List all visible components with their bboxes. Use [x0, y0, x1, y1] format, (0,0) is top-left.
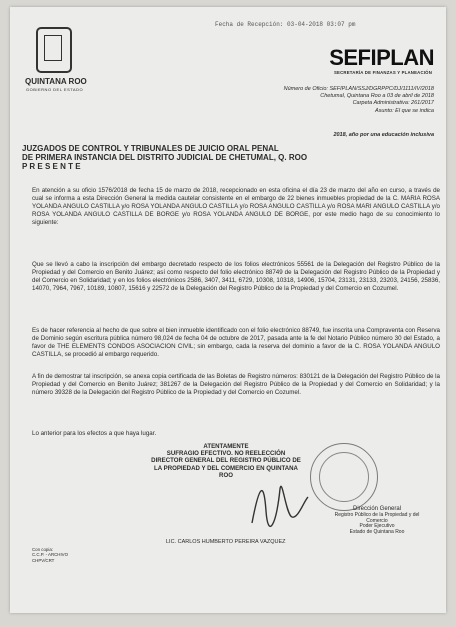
slogan: 2018, año por una educación inclusiva: [333, 132, 434, 138]
stamp-line-2: Registro Público de la Propiedad y del Comercio: [334, 511, 420, 524]
state-name: QUINTANA ROO: [25, 77, 87, 86]
carpeta-number: Carpeta Administrativa: 261/2017: [352, 100, 434, 107]
addressee-line-3: P R E S E N T E: [22, 162, 81, 171]
cc-line-3: CHPV/CRT: [32, 557, 55, 563]
signature-line-1: ATENTAMENTE: [203, 443, 249, 450]
addressee: [22, 144, 422, 171]
addressee-line-2: DE PRIMERA INSTANCIA DEL DISTRITO JUDICIAL DE CHETUMAL, Q. ROO: [22, 153, 308, 162]
cc-line-2: C.C.P. - ARCHIVO: [32, 552, 69, 558]
document-meta: [284, 86, 434, 115]
official-stamp-text: [332, 507, 422, 536]
signature-line-2: SUFRAGIO EFECTIVO. NO REELECCIÓN: [166, 450, 286, 458]
document-page: [10, 7, 446, 613]
oficio-number: Número de Oficio: SEFIPLAN/SSJ/DGRPPC/DJ/1111/IV/2018: [283, 86, 434, 92]
stamp-line-4: Estado de Quintana Roo: [349, 529, 405, 536]
body-paragraph-5: Lo anterior para los efectos a que haya lugar.: [32, 430, 157, 437]
reception-stamp: Fecha de Recepción: 03-04-2018 03:07 pm: [215, 21, 356, 28]
body-paragraph-3: Es de hacer referencia al hecho de que sobre el bien inmueble identificado con el folio electrónico 88749, fue inscrita una Compraventa con Reserva de Dominio según escritura pública número 98,024 de fecha 04 de octubre de 2017, pasada ante la fe del Notario Público número 30 del Estado, a favor de THE ELEMENTS CONDOS ASOCIACION CIVIL; sin embargo, cada la reserva del dominio a favor de la C. ROSA YOLANDA ANGULO CASTILLA, se procedió al embargo requerido.: [32, 327, 440, 358]
addressee-line-1: JUZGADOS DE CONTROL Y TRIBUNALES DE JUICIO ORAL PENAL: [22, 144, 279, 153]
signature-line-5: ROO: [219, 471, 233, 479]
state-seal-icon: [36, 27, 72, 73]
agency-subtitle: SECRETARÍA DE FINANZAS Y PLANEACIÓN: [333, 70, 432, 75]
signature-line-4: LA PROPIEDAD Y DEL COMERCIO EN QUINTANA: [154, 464, 298, 472]
body-paragraph-4: A fin de demostrar tal inscripción, se anexa copia certificada de las Boletas de Registro números: 830121 de la Delegación del Registro Público de la Propiedad y del Comercio en Benito Juárez; 381267 de la Delegación del Registro Público de la Propiedad y del Comercio en Solidaridad; y la número 39328 de la Delegación del Registro Público de la Propiedad y del Comercio en Cozumel.: [32, 373, 440, 396]
body-paragraph-2: Que se llevó a cabo la inscripción del embargo decretado respecto de los folios electrónicos 55561 de la Delegación del Registro Público de la Propiedad y del Comercio en Benito Juárez; así como respecto del folio electrónico 88749 de la Delegación del Registro Público de la Propiedad y del Comercio en Solidaridad; y en los folios electrónicos 2586, 3407, 3411, 6729, 10308, 10318, 14906, 15704, 23131, 23133, 23203, 24156, 25836, 14070, 7964, 7967, 10189, 10807, 15616 y 22572 de la Delegación del Registro Público de la Propiedad y del Comercio en Cozumel.: [32, 261, 440, 292]
signer-name: LIC. CARLOS HUMBERTO PEREIRA VAZQUEZ: [166, 539, 286, 545]
agency-logo-text: SEFIPLAN: [329, 45, 434, 70]
handwritten-signature-icon: [242, 471, 312, 531]
stamp-line-3: Poder Ejecutivo: [359, 523, 395, 530]
body-paragraph-1: En atención a su oficio 1576/2018 de fecha 15 de marzo de 2018, recepcionado en esta oficina el día 23 de marzo del año en curso, a través de cual se informa a esta Dirección General la medida cautelar consistente en el embargo de 22 bienes inmuebles propiedad de la C. MARIA ROSA YOLANDA ANGULO CASTILLA y/o ROSA YOLANDA ANGULO CASTILLA y/o ROSA ANGULO CASTILLA y/o ROSA MARI ANGULO CASTILLA y/o ROSA YOLANDA ANGULO CASTILLA DE BORGE y/o ROSA YOLANDA ANGULO DE BORGE, por este medio hago de su conocimiento lo siguiente:: [32, 187, 440, 226]
state-subtitle: GOBIERNO DEL ESTADO: [26, 87, 84, 92]
stamp-line-1: Dirección General: [352, 506, 402, 512]
carbon-copy: [32, 547, 68, 563]
place-date: Chetumal, Quintana Roo a 03 de abril de 2018: [320, 93, 434, 100]
cc-line-1: Con copia:: [32, 547, 53, 552]
official-round-stamp-icon: [310, 443, 378, 511]
asunto: Asunto: El que se indica: [374, 107, 434, 114]
signature-line-3: DIRECTOR GENERAL DEL REGISTRO PÚBLICO DE: [151, 457, 301, 465]
